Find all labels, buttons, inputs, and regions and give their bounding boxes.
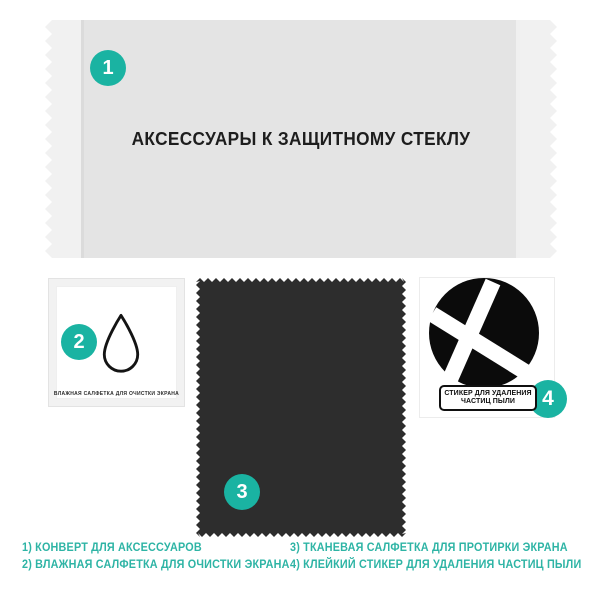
wet-wipe-packet — [48, 278, 185, 407]
callout-badge-4-number: 4 — [542, 387, 554, 410]
sticker-label-line1: СТИКЕР ДЛЯ УДАЛЕНИЯ — [444, 389, 532, 397]
legend-item-1: 1) КОНВЕРТ ДЛЯ АКСЕССУАРОВ — [22, 542, 202, 554]
legend-item-3: 3) ТКАНЕВАЯ САЛФЕТКА ДЛЯ ПРОТИРКИ ЭКРАНА — [290, 542, 568, 554]
callout-badge-1 — [90, 50, 126, 86]
dust-sticker — [419, 277, 555, 418]
legend-left-column — [22, 540, 290, 574]
callout-badge-1-number: 1 — [102, 56, 114, 79]
wet-wipe-caption: ВЛАЖНАЯ САЛФЕТКА ДЛЯ ОЧИСТКИ ЭКРАНА — [53, 391, 180, 397]
callout-badge-3-number: 3 — [236, 480, 248, 503]
sticker-label — [439, 385, 537, 411]
callout-badge-2 — [61, 324, 97, 360]
legend-right-column — [290, 540, 581, 574]
legend-item-2: 2) ВЛАЖНАЯ САЛФЕТКА ДЛЯ ОЧИСТКИ ЭКРАНА — [22, 559, 290, 571]
callout-badge-2-number: 2 — [73, 330, 85, 353]
envelope-title: АКСЕССУАРЫ К ЗАЩИТНОМУ СТЕКЛУ — [131, 128, 471, 149]
legend-item-4: 4) КЛЕЙКИЙ СТИКЕР ДЛЯ УДАЛЕНИЯ ЧАСТИЦ ПЫЛИ — [290, 559, 582, 571]
sticker-label-line2: ЧАСТИЦ ПЫЛИ — [461, 398, 515, 405]
callout-badge-3 — [224, 474, 260, 510]
water-drop-icon — [100, 312, 142, 376]
